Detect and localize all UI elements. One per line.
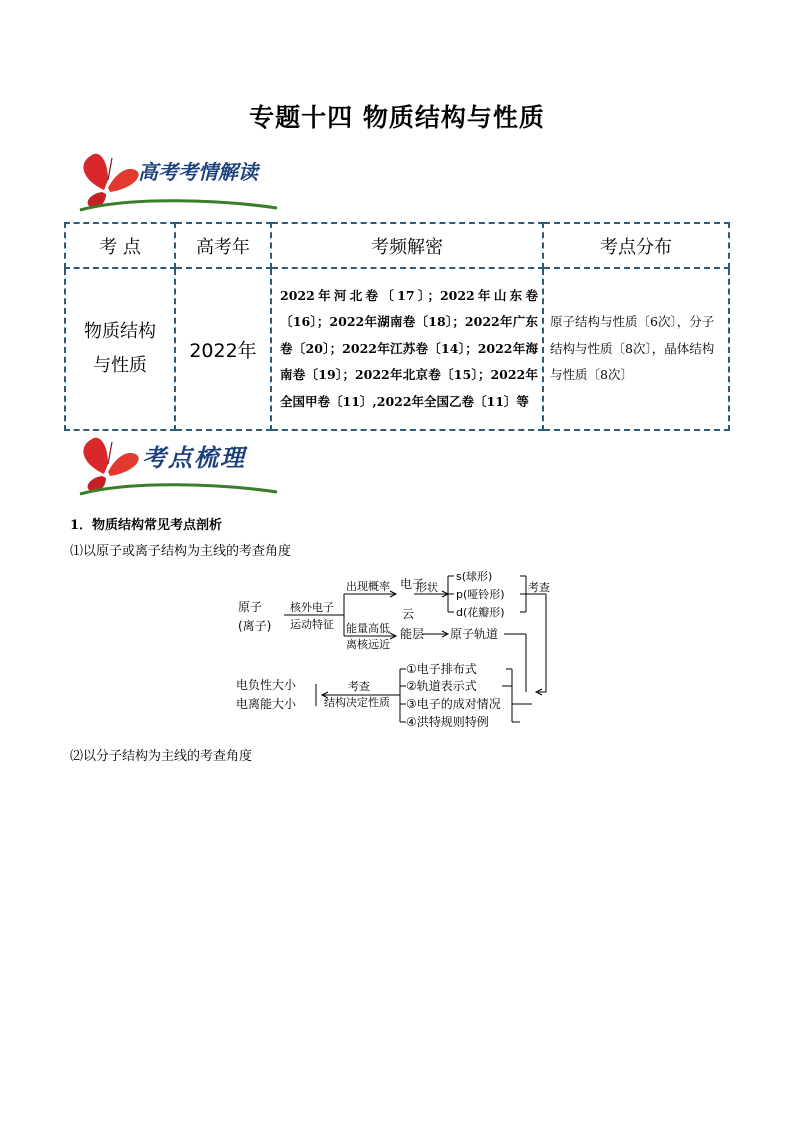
header-year: 高考年 <box>175 223 271 268</box>
diagram-motion-top: 核外电子 <box>290 601 334 614</box>
diagram-p: p(哑铃形) <box>456 588 505 601</box>
diagram-motion-bottom: 运动特征 <box>290 618 334 631</box>
diagram-s: s(球形) <box>456 570 493 583</box>
page-title: 专题十四 物质结构与性质 <box>249 103 545 132</box>
banner-title: 考点梳理 <box>142 443 246 472</box>
topic-line2: 与性质 <box>93 355 147 376</box>
diagram-energy-bottom: 离核远近 <box>346 638 390 651</box>
diagram-cloud-1: 电子 <box>400 577 425 591</box>
section-heading: 1．物质结构常见考点剖析 <box>70 518 223 533</box>
diagram-ion: (离子) <box>238 619 272 633</box>
diagram-structure: 结构决定性质 <box>324 696 390 709</box>
cell-frequency: 2022年河北卷〔17〕；2022年山东卷〔16〕；2022年湖南卷〔18〕；2022年广东卷〔20〕；2022年江苏卷〔14〕；2022年海南卷〔19〕；2022年北京卷〔15〕；2022年全国甲卷〔11〕,2022年全国乙卷〔11〕等 <box>271 268 543 430</box>
diagram-cloud-2: 云 <box>402 607 415 621</box>
diagram-energy-top: 能量高低 <box>346 622 390 635</box>
diagram-atom: 原子 <box>238 600 263 614</box>
section-banner-exam-analysis <box>72 150 282 218</box>
cell-year: 2022年 <box>175 268 271 430</box>
diagram-orbital: 原子轨道 <box>450 627 499 641</box>
table-row <box>65 268 729 430</box>
diagram-item3: ③电子的成对情况 <box>406 697 501 711</box>
section-banner-key-points <box>72 434 282 502</box>
diagram-shape: 形状 <box>416 581 438 594</box>
header-topic: 考 点 <box>65 223 175 268</box>
diagram-ionization: 电离能大小 <box>236 697 297 711</box>
header-frequency: 考频解密 <box>271 223 543 268</box>
cell-topic <box>65 268 175 430</box>
topic-line1: 物质结构 <box>84 321 156 342</box>
diagram-d: d(花瓣形) <box>456 606 505 619</box>
diagram-prob: 出现概率 <box>346 580 390 593</box>
diagram-exam: 考查 <box>528 581 550 594</box>
diagram-item4: ④洪特规则特例 <box>406 715 489 729</box>
header-distribution: 考点分布 <box>543 223 729 268</box>
diagram-electroneg: 电负性大小 <box>236 678 297 692</box>
diagram-level: 能层 <box>400 627 425 641</box>
subsection-atom: ⑴以原子或离子结构为主线的考查角度 <box>70 544 292 559</box>
atomic-structure-diagram <box>236 566 556 736</box>
banner-title: 高考考情解读 <box>138 160 258 184</box>
diagram-exam2: 考查 <box>348 680 370 693</box>
subsection-molecule: ⑵以分子结构为主线的考查角度 <box>70 749 253 764</box>
diagram-item2: ②轨道表示式 <box>406 679 477 693</box>
diagram-item1: ①电子排布式 <box>406 662 477 676</box>
exam-analysis-table <box>64 222 730 431</box>
cell-distribution: 原子结构与性质〔6次〕，分子结构与性质〔8次〕，晶体结构与性质〔8次〕 <box>543 268 729 430</box>
table-header-row <box>65 223 729 268</box>
